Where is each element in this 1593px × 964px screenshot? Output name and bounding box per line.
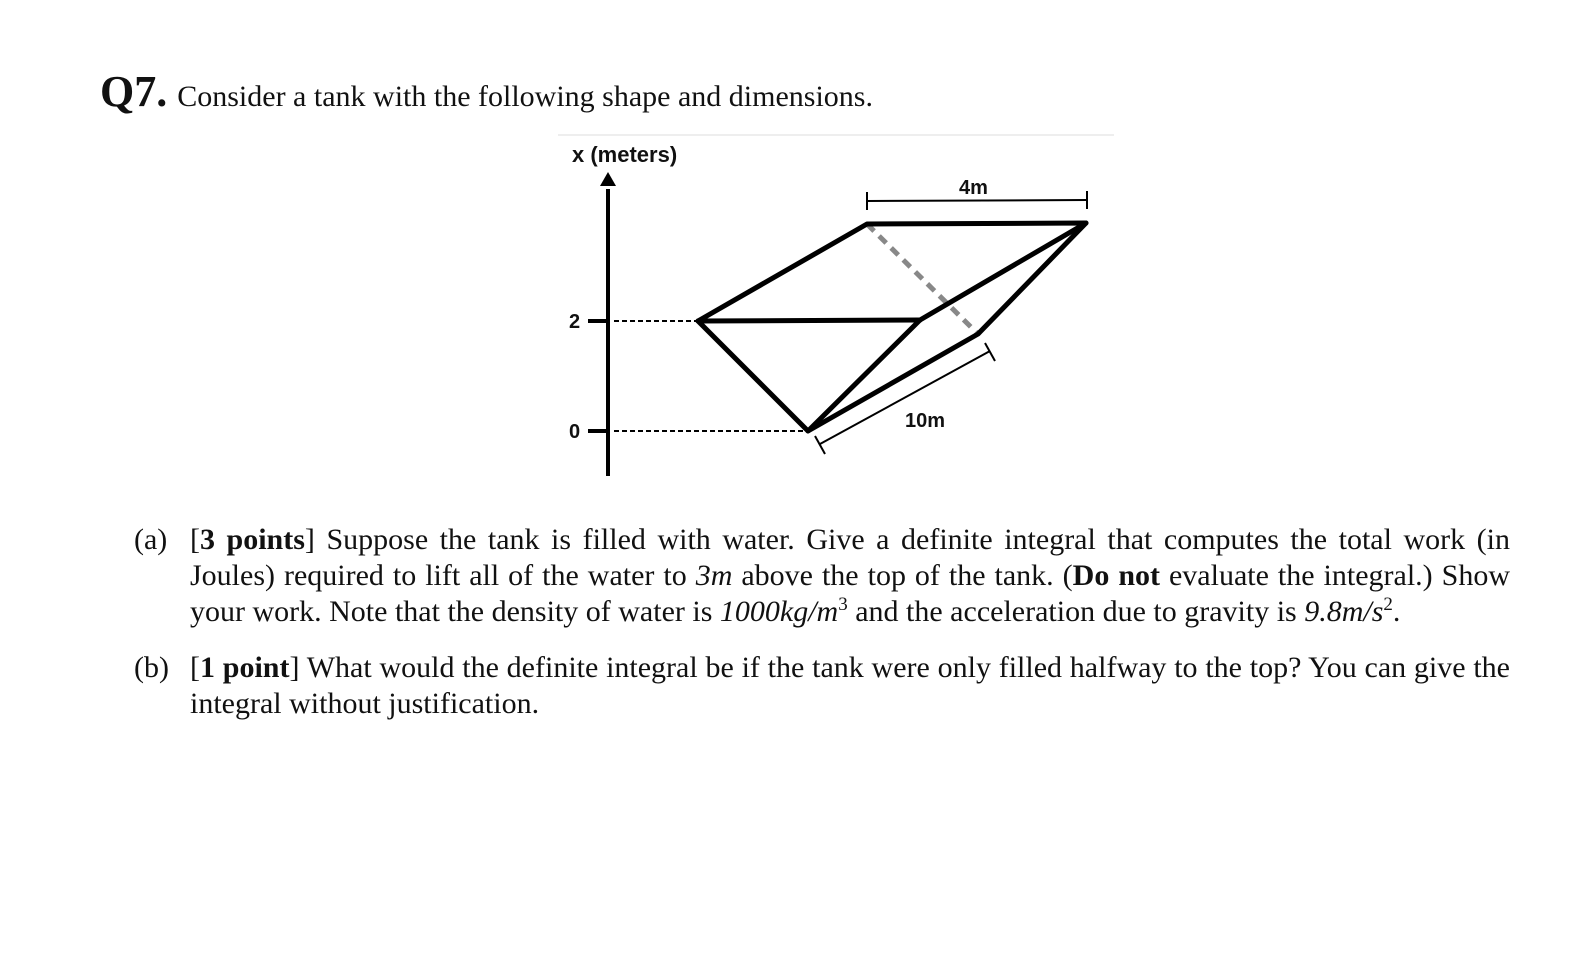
- tank-edges: [698, 223, 1086, 431]
- part-a-points: 3 points: [200, 523, 305, 556]
- part-a-body: [3 points] Suppose the tank is filled with water. Give a definite integral that computes the total work (in Joules) required to lift all of the water to 3m above the top of the tank. (Do not evaluate the integral.) Show your work. Note that the density of water is $1000kg/m^3$ and the acceleration due to gravity is $9.8m/s^2$.: [190, 523, 1510, 628]
- tank-figure: [558, 134, 1134, 494]
- part-a-density-exponent: 3: [838, 594, 848, 615]
- tank-diagram: [558, 134, 1134, 494]
- part-b-label: (b): [134, 651, 169, 684]
- part-a-text-3: evaluate the integral.) Show your work. Note that the density of water is: [190, 559, 1510, 628]
- question-number: Q7.: [100, 67, 168, 116]
- part-a-text-2: above the top of the tank. (: [732, 559, 1073, 592]
- part-a: [134, 522, 1510, 630]
- part-a-gravity-exponent: 2: [1383, 594, 1393, 615]
- question-parts: [134, 522, 1510, 742]
- width-dimension-line: [867, 200, 1087, 201]
- width-label: 4m: [959, 177, 988, 199]
- part-a-text-4: and the acceleration due to gravity is: [847, 595, 1305, 628]
- part-a-label: (a): [134, 523, 168, 556]
- question-heading: [100, 66, 873, 117]
- part-b-body: [1 point] What would the definite integral be if the tank were only filled halfway to the top? You can give the integral without justification.: [190, 651, 1510, 720]
- length-dimension-cap-left: [815, 436, 825, 454]
- part-b-points: 1 point: [200, 651, 290, 684]
- part-a-height: 3m: [695, 559, 733, 592]
- tick-label-0: 0: [569, 421, 581, 443]
- part-b-text: What would the definite integral be if the tank were only filled halfway to the top? You can give the integral without justification.: [190, 651, 1510, 720]
- part-a-density: 1000kg/m: [719, 595, 839, 628]
- tick-label-2: 2: [569, 311, 581, 333]
- question-prompt: Consider a tank with the following shape and dimensions.: [177, 80, 873, 113]
- part-a-text-1: Suppose the tank is filled with water. Give a definite integral that computes the total work (in Joules) required to lift all of the water to: [190, 523, 1510, 592]
- front-top-edge: [698, 320, 920, 321]
- part-b: [134, 650, 1510, 722]
- part-a-gravity: 9.8m/s: [1304, 595, 1384, 628]
- length-label: 10m: [905, 410, 946, 432]
- axis-arrowhead: [600, 172, 616, 186]
- part-a-text-5: .: [1392, 595, 1401, 628]
- part-a-do-not: Do not: [1072, 559, 1160, 592]
- axis-label: x (meters): [572, 142, 678, 167]
